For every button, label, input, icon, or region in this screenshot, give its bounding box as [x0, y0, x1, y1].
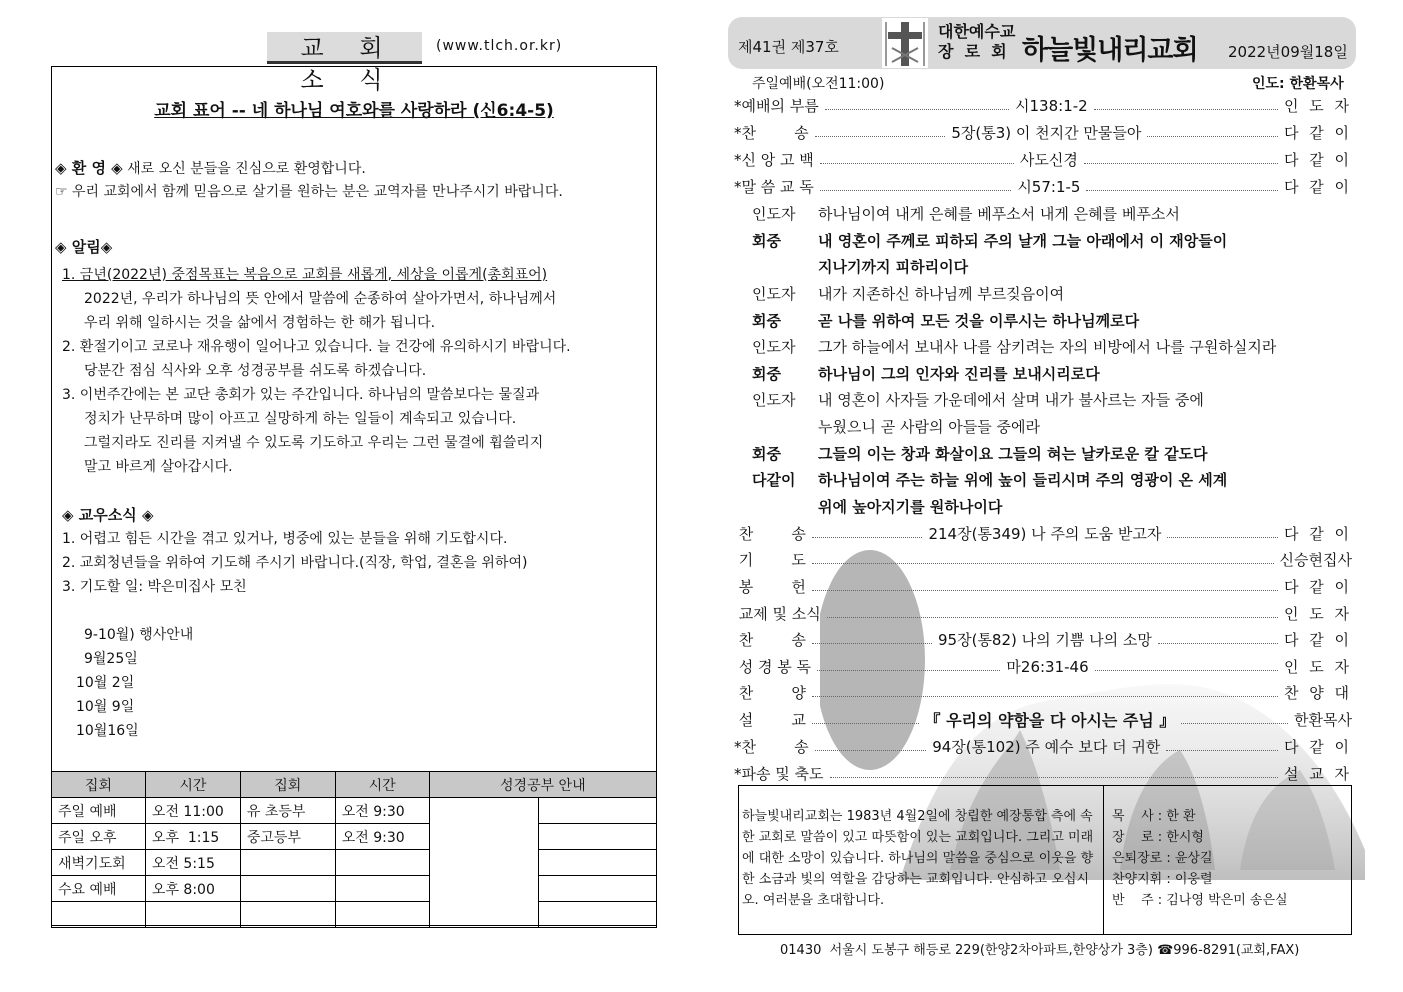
service-leader: 인도: 한환목사: [1252, 76, 1344, 92]
table-cell: 주일 오후: [52, 824, 146, 850]
members-heading: ◈ 교우소식 ◈: [62, 506, 154, 524]
notice-line: 그럴지라도 진리를 지켜낼 수 있도록 기도하고 우리는 그런 물결에 휩쓸리지: [84, 435, 544, 451]
event-date: 9월25일: [84, 651, 138, 667]
reading-speaker: 인도자: [752, 338, 796, 356]
reading-speaker: 인도자: [752, 285, 796, 303]
members-line: 1. 어렵고 힘든 시간을 겪고 있거나, 병중에 있는 분들을 위해 기도합시다.: [62, 531, 508, 547]
table-cell: 새벽기도회: [52, 850, 146, 876]
order-row: [734, 602, 1352, 624]
church-name: 하늘빛내리교회: [1022, 35, 1198, 66]
event-date: 10월 2일: [76, 675, 135, 691]
church-address: 01430 서울시 도봉구 해등로 229(한양2차아파트,한양상가 3층) ☎996-8291(교회,FAX): [780, 943, 1300, 958]
reading-line: 하나님이 그의 인자와 진리를 보내시리로다: [818, 365, 1100, 383]
staff-list: [1112, 806, 1288, 911]
order-person: 다 같 이: [1283, 737, 1352, 756]
staff-item: 반 주 : 김나영 박은미 송은실: [1112, 893, 1288, 908]
sermon-title: 『 우리의 약함을 다 아시는 주님 』: [924, 710, 1176, 730]
order-detail: 5장(통3) 이 천지간 만물들아: [951, 123, 1142, 142]
order-label: 설 교: [734, 710, 806, 729]
table-header: 시간: [335, 772, 429, 798]
staff-item: 은퇴장로 : 윤상길: [1112, 851, 1213, 866]
order-row: [734, 681, 1352, 703]
table-row: [52, 902, 657, 928]
table-cell: 중고등부: [240, 824, 335, 850]
order-row: [734, 121, 1352, 143]
staff-item: 장 로 : 한시형: [1112, 830, 1204, 845]
notice-line: 3. 이번주간에는 본 교단 총회가 있는 주간입니다. 하나님의 말씀보다는 물질과: [62, 387, 540, 403]
notice-line: 1. 금년(2022년) 중점목표는 복음으로 교회를 새롭게, 세상을 이롭게(총회표어): [62, 267, 548, 283]
order-label: *찬 송: [734, 123, 809, 142]
notice-heading: ◈ 알림◈: [55, 238, 113, 256]
bulletin-date: 2022년09월18일: [1228, 43, 1348, 61]
reading-line: 위에 높아지기를 원하나이다: [818, 498, 1003, 516]
table-cell: 오후 8:00: [145, 876, 240, 902]
order-row: [734, 735, 1352, 757]
reading-line: 곧 나를 위하여 모든 것을 이루시는 하나님께로다: [818, 312, 1140, 330]
table-header: 성경공부 안내: [429, 772, 656, 798]
reading-line: 하나님이여 주는 하늘 위에 높이 들리시며 주의 영광이 온 세계: [818, 471, 1228, 489]
staff-item: 찬양지휘 : 이웅렬: [1112, 872, 1213, 887]
order-detail: 95장(통82) 나의 기쁨 나의 소망: [938, 630, 1152, 649]
order-person: 다 같 이: [1283, 524, 1352, 543]
table-cell: [52, 902, 146, 928]
table-cell: [335, 902, 429, 928]
order-row: [734, 708, 1352, 730]
order-person: 다 같 이: [1284, 123, 1353, 142]
table-cell: [539, 824, 657, 850]
reading-speaker: 다같이: [752, 471, 796, 489]
order-label: 교제 및 소식: [734, 604, 821, 623]
table-cell: 오전 9:30: [335, 824, 429, 850]
order-row: [734, 628, 1352, 650]
table-row: [52, 824, 657, 850]
table-cell: [539, 902, 657, 928]
table-cell: [240, 850, 335, 876]
table-cell: 오전 11:00: [145, 798, 240, 824]
reading-line: 내가 지존하신 하나님께 부르짖음이여: [818, 285, 1065, 303]
table-cell: [335, 850, 429, 876]
website-url[interactable]: (www.tlch.or.kr): [436, 38, 563, 54]
denomination: [938, 22, 1015, 62]
order-person: 다 같 이: [1284, 177, 1353, 196]
service-title: 주일예배(오전11:00): [752, 76, 885, 92]
church-intro: 하늘빛내리교회는 1983년 4월2일에 창립한 예장통합 측에 속한 교회로 말씀이 있고 따뜻함이 있는 교회입니다. 그리고 미래에 대한 소망이 있습니다. 하나님의 말씀을 중심으로 이웃을 향한 소금과 빛의 역할을 감당하는 교회입니다. 안심하고 오십시오. 여러분을 초대합니다.: [742, 809, 1094, 908]
table-cell: 오전 9:30: [335, 798, 429, 824]
order-row: [734, 548, 1352, 570]
order-person: 다 같 이: [1283, 630, 1352, 649]
table-row: [52, 850, 657, 876]
order-label: *예배의 부름: [734, 96, 819, 115]
events-heading: 9-10월) 행사안내: [84, 627, 194, 643]
reading-line: 그가 하늘에서 보내사 나를 삼키려는 자의 비방에서 나를 구원하실지라: [818, 338, 1277, 356]
order-label: *파송 및 축도: [734, 764, 824, 783]
reading-line: 내 영혼이 사자들 가운데에서 살며 내가 불사르는 자들 중에: [818, 391, 1204, 409]
order-row: [734, 575, 1352, 597]
notice-line: 2. 환절기이고 코로나 재유행이 일어나고 있습니다. 늘 건강에 유의하시기 바랍니다.: [62, 339, 571, 355]
notice-line: 우리 위해 일하시는 것을 삶에서 경험하는 한 해가 됩니다.: [84, 315, 436, 331]
order-person: 신승현집사: [1279, 550, 1352, 569]
order-label: 성 경 봉 독: [734, 657, 812, 676]
order-label: 찬 송: [734, 524, 806, 543]
table-cell: [145, 902, 240, 928]
table-header: 시간: [145, 772, 240, 798]
reading-speaker: 회중: [752, 445, 781, 463]
event-date: 10월16일: [76, 723, 139, 739]
event-date: 10월 9일: [76, 699, 135, 715]
order-label: *신 앙 고 백: [734, 150, 814, 169]
order-person: 다 같 이: [1283, 577, 1352, 596]
order-label: 찬 양: [734, 683, 806, 702]
order-person: 인 도 자: [1283, 657, 1352, 676]
order-row: [734, 175, 1352, 197]
table-cell: [335, 876, 429, 902]
table-cell: 주일 예배: [52, 798, 146, 824]
order-person: 찬 양 대: [1283, 683, 1352, 702]
notice-line: 당분간 점심 식사와 오후 성경공부를 쉬도록 하겠습니다.: [84, 363, 427, 379]
order-label: 찬 송: [734, 630, 806, 649]
order-label: 기 도: [734, 550, 806, 569]
table-header: 집회: [240, 772, 335, 798]
order-label: *말 씀 교 독: [734, 177, 814, 196]
welcome-text: 새로 오신 분들을 진심으로 환영합니다.: [122, 161, 366, 177]
reading-speaker: 인도자: [752, 205, 796, 223]
notice-line: 말고 바르게 살아갑시다.: [84, 459, 233, 475]
order-person: 인 도 자: [1284, 96, 1353, 115]
table-cell: [429, 798, 539, 928]
schedule-table: [51, 771, 657, 928]
order-person: 설 교 자: [1283, 764, 1352, 783]
order-row: [734, 94, 1352, 116]
order-detail: 시138:1-2: [1015, 96, 1088, 115]
order-person: 다 같 이: [1283, 150, 1352, 169]
table-cell: 수요 예배: [52, 876, 146, 902]
order-detail: 94장(통102) 주 예수 보다 더 귀한: [932, 737, 1161, 756]
reading-speaker: 회중: [752, 312, 781, 330]
members-line: 3. 기도할 일: 박은미집사 모친: [62, 579, 247, 595]
volume-number: 제41권 제37호: [738, 38, 839, 56]
order-row: [734, 655, 1352, 677]
church-motto: 교회 표어 -- 네 하나님 여호와를 사랑하라 (신6:4-5): [154, 101, 554, 121]
denomination-line: 장 로 회: [938, 42, 1007, 61]
table-cell: [539, 850, 657, 876]
table-cell: 오후 1:15: [145, 824, 240, 850]
table-cell: [539, 798, 657, 824]
order-detail: 시57:1-5: [1017, 177, 1081, 196]
reading-line: 그들의 이는 창과 화살이요 그들의 혀는 날카로운 칼 같도다: [818, 445, 1208, 463]
order-detail: 사도신경: [1019, 150, 1078, 169]
table-cell: [539, 876, 657, 902]
table-cell: 오전 5:15: [145, 850, 240, 876]
order-person: 한환목사: [1294, 710, 1352, 729]
table-cell: 유 초등부: [240, 798, 335, 824]
order-person: 인 도 자: [1283, 604, 1352, 623]
welcome-heading: ◈ 환 영 ◈: [55, 159, 123, 177]
welcome-line: [55, 157, 366, 178]
reading-line: 하나님이여 내게 은혜를 베푸소서 내게 은혜를 베푸소서: [818, 205, 1180, 223]
table-cell: [240, 876, 335, 902]
reading-speaker: 인도자: [752, 391, 796, 409]
order-label: 봉 헌: [734, 577, 806, 596]
table-header-row: [52, 772, 657, 798]
table-cell: [240, 902, 335, 928]
order-row: [734, 148, 1352, 170]
welcome-invite: ☞ 우리 교회에서 함께 믿음으로 살기를 원하는 분은 교역자를 만나주시기 바랍니다.: [55, 184, 563, 200]
members-line: 2. 교회청년들을 위하여 기도해 주시기 바랍니다.(직장, 학업, 결혼을 위하여): [62, 555, 528, 571]
reading-line: 내 영혼이 주께로 피하되 주의 날개 그늘 아래에서 이 재앙들이: [818, 232, 1228, 250]
table-header: 집회: [52, 772, 146, 798]
order-label: *찬 송: [734, 737, 809, 756]
reading-speaker: 회중: [752, 365, 781, 383]
reading-speaker: 회중: [752, 232, 781, 250]
order-row: [734, 762, 1352, 784]
page-title: 교 회 소 식: [267, 32, 422, 64]
denomination-line: 대한예수교: [938, 22, 1016, 41]
cross-logo-icon: [882, 18, 928, 68]
notice-line: 정치가 난무하며 많이 아프고 실망하게 하는 일들이 계속되고 있습니다.: [84, 411, 517, 427]
notice-line: 2022년, 우리가 하나님의 뜻 안에서 말씀에 순종하여 살아가면서, 하나님께서: [84, 291, 557, 307]
order-detail: 마26:31-46: [1006, 657, 1089, 676]
order-row: [734, 522, 1352, 544]
reading-line: 누웠으니 곧 사람의 아들들 중에라: [818, 418, 1040, 436]
table-row: [52, 798, 657, 824]
staff-item: 목 사 : 한 환: [1112, 809, 1196, 824]
reading-line: 지나기까지 피하리이다: [818, 258, 969, 276]
order-detail: 214장(통349) 나 주의 도움 받고자: [928, 524, 1162, 543]
table-row: [52, 876, 657, 902]
